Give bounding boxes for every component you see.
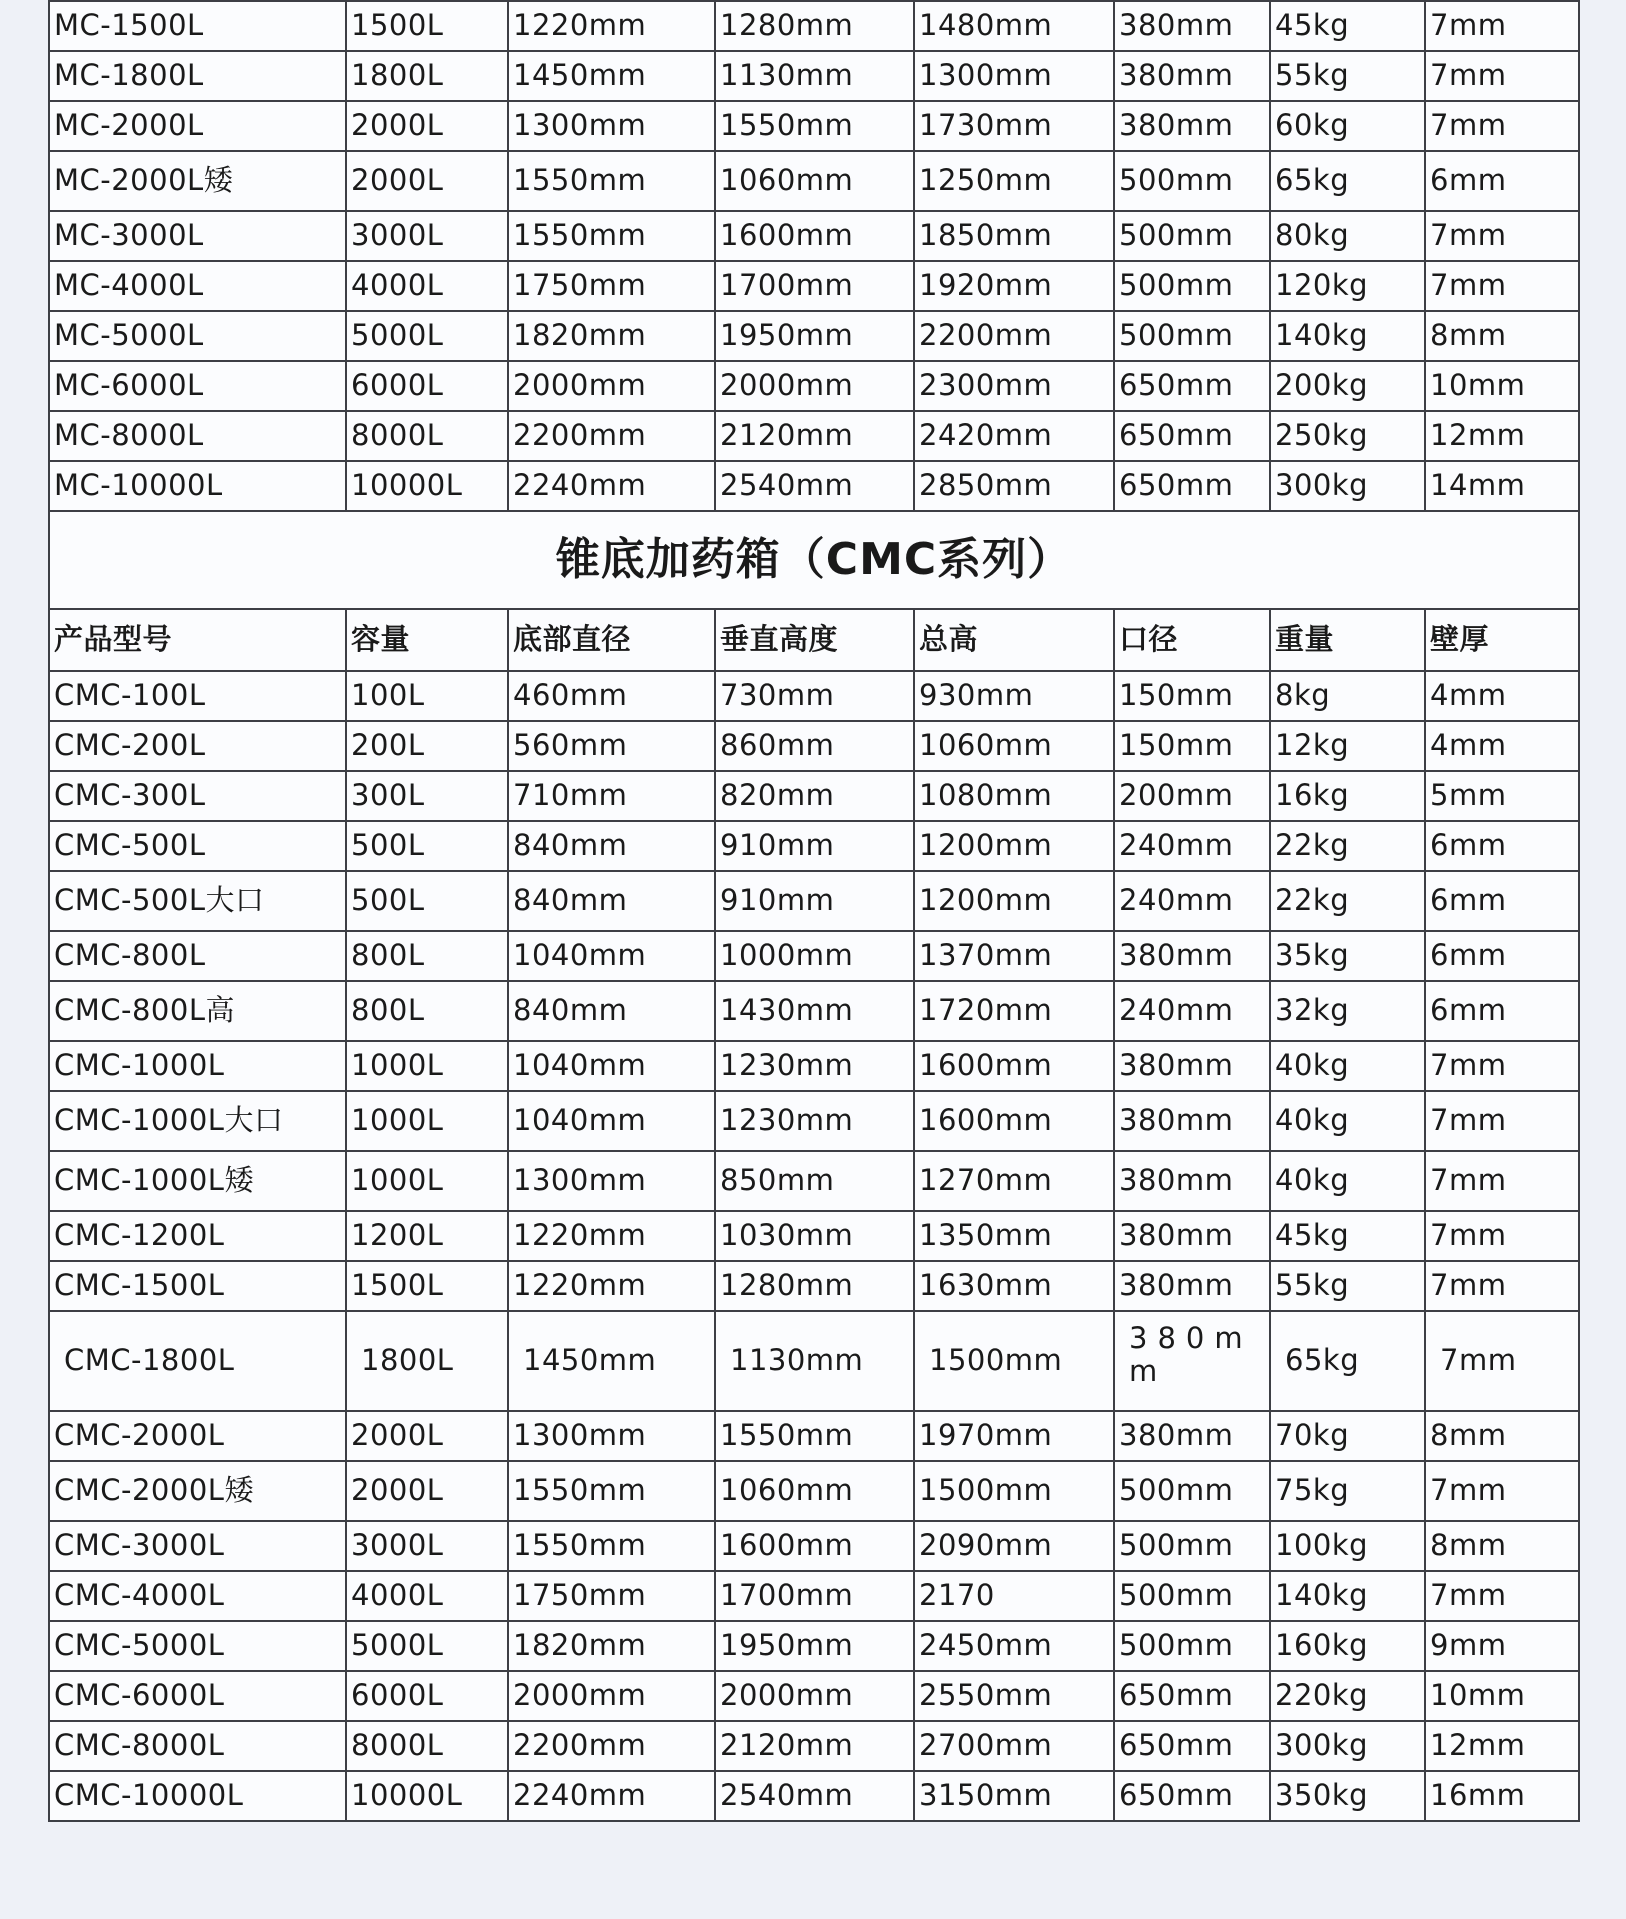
table-row bbox=[49, 1671, 1579, 1721]
cell-total-height: 2850mm bbox=[914, 461, 1114, 511]
cell-total-height: 1080mm bbox=[914, 771, 1114, 821]
cell-capacity: 2000L bbox=[346, 1411, 508, 1461]
cell-bottom-diameter: 1550mm bbox=[508, 1461, 715, 1521]
cell-capacity: 5000L bbox=[346, 311, 508, 361]
cell-total-height: 1350mm bbox=[914, 1211, 1114, 1261]
header-wall-thickness: 壁厚 bbox=[1425, 609, 1579, 671]
cell-model: CMC-1800L bbox=[49, 1311, 346, 1411]
header-weight: 重量 bbox=[1270, 609, 1425, 671]
cell-weight: 60kg bbox=[1270, 101, 1425, 151]
cell-model: CMC-500L bbox=[49, 821, 346, 871]
cmc-title-row bbox=[49, 511, 1579, 609]
cell-opening: 650mm bbox=[1114, 1721, 1270, 1771]
cell-total-height: 1500mm bbox=[914, 1461, 1114, 1521]
cell-wall-thickness: 6mm bbox=[1425, 981, 1579, 1041]
cell-weight: 32kg bbox=[1270, 981, 1425, 1041]
cell-opening: 380mm bbox=[1114, 1211, 1270, 1261]
cell-weight: 40kg bbox=[1270, 1151, 1425, 1211]
cell-total-height: 1720mm bbox=[914, 981, 1114, 1041]
cell-bottom-diameter: 2200mm bbox=[508, 411, 715, 461]
cell-model: CMC-4000L bbox=[49, 1571, 346, 1621]
cell-model: CMC-500L大口 bbox=[49, 871, 346, 931]
cell-weight: 140kg bbox=[1270, 311, 1425, 361]
cell-vertical-height: 1000mm bbox=[715, 931, 914, 981]
cell-wall-thickness: 6mm bbox=[1425, 931, 1579, 981]
cell-weight: 55kg bbox=[1270, 1261, 1425, 1311]
cell-bottom-diameter: 1750mm bbox=[508, 261, 715, 311]
cell-model: MC-4000L bbox=[49, 261, 346, 311]
cell-bottom-diameter: 460mm bbox=[508, 671, 715, 721]
cell-wall-thickness: 7mm bbox=[1425, 261, 1579, 311]
mc-table-body bbox=[49, 1, 1579, 511]
cell-total-height: 1630mm bbox=[914, 1261, 1114, 1311]
cell-total-height: 930mm bbox=[914, 671, 1114, 721]
cell-bottom-diameter: 1820mm bbox=[508, 311, 715, 361]
cell-vertical-height: 860mm bbox=[715, 721, 914, 771]
cell-weight: 16kg bbox=[1270, 771, 1425, 821]
cell-vertical-height: 730mm bbox=[715, 671, 914, 721]
cell-bottom-diameter: 1220mm bbox=[508, 1261, 715, 1311]
cell-capacity: 8000L bbox=[346, 411, 508, 461]
cmc-header-row bbox=[49, 609, 1579, 671]
table-row bbox=[49, 721, 1579, 771]
cell-total-height: 2090mm bbox=[914, 1521, 1114, 1571]
cell-total-height: 2170 bbox=[914, 1571, 1114, 1621]
cell-weight: 12kg bbox=[1270, 721, 1425, 771]
cell-opening: 650mm bbox=[1114, 411, 1270, 461]
table-row bbox=[49, 211, 1579, 261]
cell-weight: 100kg bbox=[1270, 1521, 1425, 1571]
table-row bbox=[49, 1411, 1579, 1461]
cell-vertical-height: 820mm bbox=[715, 771, 914, 821]
cell-bottom-diameter: 1220mm bbox=[508, 1, 715, 51]
cell-total-height: 1200mm bbox=[914, 871, 1114, 931]
cell-capacity: 500L bbox=[346, 871, 508, 931]
header-total-height: 总高 bbox=[914, 609, 1114, 671]
cell-vertical-height: 910mm bbox=[715, 871, 914, 931]
cell-wall-thickness: 16mm bbox=[1425, 1771, 1579, 1821]
cell-opening: 380mm bbox=[1114, 1, 1270, 51]
cell-vertical-height: 1230mm bbox=[715, 1041, 914, 1091]
cell-opening: 150mm bbox=[1114, 721, 1270, 771]
cell-opening: 380mm bbox=[1114, 1151, 1270, 1211]
cell-capacity: 6000L bbox=[346, 1671, 508, 1721]
cell-opening: 650mm bbox=[1114, 361, 1270, 411]
cell-total-height: 2700mm bbox=[914, 1721, 1114, 1771]
cell-bottom-diameter: 2000mm bbox=[508, 361, 715, 411]
cell-opening: 200mm bbox=[1114, 771, 1270, 821]
cell-opening: 500mm bbox=[1114, 311, 1270, 361]
cell-total-height: 2550mm bbox=[914, 1671, 1114, 1721]
cell-weight: 300kg bbox=[1270, 461, 1425, 511]
cell-bottom-diameter: 2240mm bbox=[508, 1771, 715, 1821]
cell-vertical-height: 910mm bbox=[715, 821, 914, 871]
cell-model: MC-3000L bbox=[49, 211, 346, 261]
cell-model: MC-2000L矮 bbox=[49, 151, 346, 211]
cell-total-height: 1920mm bbox=[914, 261, 1114, 311]
spec-sheet bbox=[48, 0, 1578, 1822]
cell-capacity: 3000L bbox=[346, 1521, 508, 1571]
cell-capacity: 1500L bbox=[346, 1, 508, 51]
table-row bbox=[49, 151, 1579, 211]
cell-bottom-diameter: 1550mm bbox=[508, 1521, 715, 1571]
cell-bottom-diameter: 560mm bbox=[508, 721, 715, 771]
cell-wall-thickness: 10mm bbox=[1425, 1671, 1579, 1721]
table-row bbox=[49, 461, 1579, 511]
cell-bottom-diameter: 1450mm bbox=[508, 51, 715, 101]
cell-capacity: 1200L bbox=[346, 1211, 508, 1261]
cell-total-height: 1850mm bbox=[914, 211, 1114, 261]
cell-opening: 240mm bbox=[1114, 981, 1270, 1041]
cell-vertical-height: 1950mm bbox=[715, 311, 914, 361]
cell-weight: 22kg bbox=[1270, 821, 1425, 871]
cell-bottom-diameter: 1300mm bbox=[508, 1411, 715, 1461]
cell-total-height: 3150mm bbox=[914, 1771, 1114, 1821]
cell-bottom-diameter: 1300mm bbox=[508, 101, 715, 151]
cell-wall-thickness: 7mm bbox=[1425, 1091, 1579, 1151]
cell-model: CMC-800L bbox=[49, 931, 346, 981]
table-row bbox=[49, 1461, 1579, 1521]
cell-wall-thickness: 6mm bbox=[1425, 151, 1579, 211]
cell-total-height: 1250mm bbox=[914, 151, 1114, 211]
cell-vertical-height: 1550mm bbox=[715, 101, 914, 151]
cell-wall-thickness: 8mm bbox=[1425, 1521, 1579, 1571]
cell-opening: 500mm bbox=[1114, 1571, 1270, 1621]
table-row bbox=[49, 821, 1579, 871]
cell-bottom-diameter: 1820mm bbox=[508, 1621, 715, 1671]
cell-opening: 380mm bbox=[1114, 1311, 1270, 1411]
cell-vertical-height: 1060mm bbox=[715, 1461, 914, 1521]
cell-bottom-diameter: 1040mm bbox=[508, 1091, 715, 1151]
cell-model: CMC-1500L bbox=[49, 1261, 346, 1311]
cell-weight: 350kg bbox=[1270, 1771, 1425, 1821]
cell-weight: 300kg bbox=[1270, 1721, 1425, 1771]
cell-capacity: 100L bbox=[346, 671, 508, 721]
cell-opening: 380mm bbox=[1114, 1041, 1270, 1091]
header-vertical-height: 垂直高度 bbox=[715, 609, 914, 671]
cell-vertical-height: 2540mm bbox=[715, 1771, 914, 1821]
cell-capacity: 10000L bbox=[346, 1771, 508, 1821]
cell-weight: 45kg bbox=[1270, 1211, 1425, 1261]
cell-weight: 220kg bbox=[1270, 1671, 1425, 1721]
cell-opening: 380mm bbox=[1114, 931, 1270, 981]
cell-wall-thickness: 7mm bbox=[1425, 1151, 1579, 1211]
cell-total-height: 1200mm bbox=[914, 821, 1114, 871]
cell-capacity: 2000L bbox=[346, 1461, 508, 1521]
cell-weight: 200kg bbox=[1270, 361, 1425, 411]
cell-opening: 380mm bbox=[1114, 101, 1270, 151]
cell-capacity: 6000L bbox=[346, 361, 508, 411]
table-row bbox=[49, 1091, 1579, 1151]
cell-model: MC-1800L bbox=[49, 51, 346, 101]
cell-total-height: 2200mm bbox=[914, 311, 1114, 361]
cell-opening: 650mm bbox=[1114, 1771, 1270, 1821]
cell-total-height: 2450mm bbox=[914, 1621, 1114, 1671]
cell-bottom-diameter: 1220mm bbox=[508, 1211, 715, 1261]
cell-weight: 40kg bbox=[1270, 1091, 1425, 1151]
header-opening: 口径 bbox=[1114, 609, 1270, 671]
cell-total-height: 2300mm bbox=[914, 361, 1114, 411]
cell-wall-thickness: 7mm bbox=[1425, 211, 1579, 261]
cell-wall-thickness: 9mm bbox=[1425, 1621, 1579, 1671]
cell-model: CMC-8000L bbox=[49, 1721, 346, 1771]
cell-wall-thickness: 7mm bbox=[1425, 1261, 1579, 1311]
cell-bottom-diameter: 2000mm bbox=[508, 1671, 715, 1721]
cell-model: CMC-800L高 bbox=[49, 981, 346, 1041]
table-row bbox=[49, 1571, 1579, 1621]
cell-weight: 8kg bbox=[1270, 671, 1425, 721]
cell-weight: 40kg bbox=[1270, 1041, 1425, 1091]
cell-capacity: 300L bbox=[346, 771, 508, 821]
table-row bbox=[49, 1211, 1579, 1261]
cell-wall-thickness: 7mm bbox=[1425, 1, 1579, 51]
cell-opening: 150mm bbox=[1114, 671, 1270, 721]
page-background bbox=[0, 1830, 1626, 1919]
cell-vertical-height: 1030mm bbox=[715, 1211, 914, 1261]
cell-capacity: 8000L bbox=[346, 1721, 508, 1771]
header-model: 产品型号 bbox=[49, 609, 346, 671]
cell-bottom-diameter: 1750mm bbox=[508, 1571, 715, 1621]
table-row bbox=[49, 671, 1579, 721]
cell-weight: 120kg bbox=[1270, 261, 1425, 311]
cell-vertical-height: 2000mm bbox=[715, 1671, 914, 1721]
cell-vertical-height: 2000mm bbox=[715, 361, 914, 411]
cell-bottom-diameter: 1550mm bbox=[508, 151, 715, 211]
cell-wall-thickness: 8mm bbox=[1425, 311, 1579, 361]
cell-wall-thickness: 7mm bbox=[1425, 51, 1579, 101]
table-row bbox=[49, 261, 1579, 311]
cell-opening: 500mm bbox=[1114, 211, 1270, 261]
cell-wall-thickness: 12mm bbox=[1425, 1721, 1579, 1771]
cell-wall-thickness: 7mm bbox=[1425, 101, 1579, 151]
cell-opening: 380mm bbox=[1114, 51, 1270, 101]
cell-bottom-diameter: 1300mm bbox=[508, 1151, 715, 1211]
cell-vertical-height: 2120mm bbox=[715, 1721, 914, 1771]
cell-total-height: 1060mm bbox=[914, 721, 1114, 771]
cell-weight: 75kg bbox=[1270, 1461, 1425, 1521]
cell-wall-thickness: 7mm bbox=[1425, 1571, 1579, 1621]
cell-opening: 650mm bbox=[1114, 461, 1270, 511]
cell-bottom-diameter: 1550mm bbox=[508, 211, 715, 261]
cell-wall-thickness: 10mm bbox=[1425, 361, 1579, 411]
cell-total-height: 1600mm bbox=[914, 1041, 1114, 1091]
cell-total-height: 1370mm bbox=[914, 931, 1114, 981]
cell-capacity: 2000L bbox=[346, 151, 508, 211]
table-row bbox=[49, 51, 1579, 101]
table-row bbox=[49, 871, 1579, 931]
cell-bottom-diameter: 710mm bbox=[508, 771, 715, 821]
cell-capacity: 4000L bbox=[346, 261, 508, 311]
cell-bottom-diameter: 1040mm bbox=[508, 931, 715, 981]
table-row bbox=[49, 101, 1579, 151]
cell-capacity: 1800L bbox=[346, 1311, 508, 1411]
cell-model: CMC-300L bbox=[49, 771, 346, 821]
cell-opening: 650mm bbox=[1114, 1671, 1270, 1721]
cell-model: CMC-1000L bbox=[49, 1041, 346, 1091]
cell-model: CMC-10000L bbox=[49, 1771, 346, 1821]
cell-total-height: 1300mm bbox=[914, 51, 1114, 101]
cell-model: MC-2000L bbox=[49, 101, 346, 151]
cell-capacity: 1000L bbox=[346, 1151, 508, 1211]
cell-capacity: 800L bbox=[346, 981, 508, 1041]
cell-model: CMC-6000L bbox=[49, 1671, 346, 1721]
cell-vertical-height: 1550mm bbox=[715, 1411, 914, 1461]
table-row bbox=[49, 1261, 1579, 1311]
cell-capacity: 1500L bbox=[346, 1261, 508, 1311]
cell-bottom-diameter: 2200mm bbox=[508, 1721, 715, 1771]
cell-opening: 500mm bbox=[1114, 1461, 1270, 1521]
cmc-table-body bbox=[49, 671, 1579, 1821]
table-row bbox=[49, 1621, 1579, 1671]
table-row bbox=[49, 361, 1579, 411]
header-bottom-diameter: 底部直径 bbox=[508, 609, 715, 671]
cell-weight: 70kg bbox=[1270, 1411, 1425, 1461]
cell-opening: 500mm bbox=[1114, 1621, 1270, 1671]
cell-model: CMC-3000L bbox=[49, 1521, 346, 1571]
cell-vertical-height: 1130mm bbox=[715, 1311, 914, 1411]
cell-capacity: 1800L bbox=[346, 51, 508, 101]
cell-vertical-height: 1130mm bbox=[715, 51, 914, 101]
cell-model: MC-5000L bbox=[49, 311, 346, 361]
cell-vertical-height: 850mm bbox=[715, 1151, 914, 1211]
cell-vertical-height: 1600mm bbox=[715, 1521, 914, 1571]
spec-table bbox=[48, 0, 1580, 1822]
cell-total-height: 1600mm bbox=[914, 1091, 1114, 1151]
cell-weight: 45kg bbox=[1270, 1, 1425, 51]
cell-vertical-height: 1430mm bbox=[715, 981, 914, 1041]
cell-wall-thickness: 4mm bbox=[1425, 721, 1579, 771]
cell-weight: 160kg bbox=[1270, 1621, 1425, 1671]
cell-opening: 380mm bbox=[1114, 1261, 1270, 1311]
cell-vertical-height: 1600mm bbox=[715, 211, 914, 261]
cell-opening: 380mm bbox=[1114, 1091, 1270, 1151]
cell-wall-thickness: 6mm bbox=[1425, 871, 1579, 931]
table-row bbox=[49, 411, 1579, 461]
cell-total-height: 1270mm bbox=[914, 1151, 1114, 1211]
cell-model: CMC-1000L矮 bbox=[49, 1151, 346, 1211]
cell-opening: 240mm bbox=[1114, 821, 1270, 871]
cell-vertical-height: 1230mm bbox=[715, 1091, 914, 1151]
table-row bbox=[49, 931, 1579, 981]
cell-model: CMC-1000L大口 bbox=[49, 1091, 346, 1151]
cell-wall-thickness: 7mm bbox=[1425, 1311, 1579, 1411]
cell-vertical-height: 1280mm bbox=[715, 1261, 914, 1311]
cell-bottom-diameter: 1450mm bbox=[508, 1311, 715, 1411]
cmc-table-title: 锥底加药箱（CMC系列） bbox=[49, 511, 1579, 609]
cell-wall-thickness: 12mm bbox=[1425, 411, 1579, 461]
cell-opening: 500mm bbox=[1114, 151, 1270, 211]
cell-opening: 380mm bbox=[1114, 1411, 1270, 1461]
cell-wall-thickness: 5mm bbox=[1425, 771, 1579, 821]
cell-vertical-height: 1700mm bbox=[715, 261, 914, 311]
cell-vertical-height: 1060mm bbox=[715, 151, 914, 211]
cell-capacity: 1000L bbox=[346, 1041, 508, 1091]
cell-vertical-height: 2540mm bbox=[715, 461, 914, 511]
table-row bbox=[49, 1771, 1579, 1821]
table-row bbox=[49, 1311, 1579, 1411]
cell-model: CMC-2000L矮 bbox=[49, 1461, 346, 1521]
cell-model: MC-1500L bbox=[49, 1, 346, 51]
cell-weight: 55kg bbox=[1270, 51, 1425, 101]
cell-capacity: 4000L bbox=[346, 1571, 508, 1621]
cell-wall-thickness: 7mm bbox=[1425, 1211, 1579, 1261]
table-row bbox=[49, 311, 1579, 361]
cell-model: MC-6000L bbox=[49, 361, 346, 411]
cell-bottom-diameter: 1040mm bbox=[508, 1041, 715, 1091]
cell-total-height: 1500mm bbox=[914, 1311, 1114, 1411]
cell-weight: 250kg bbox=[1270, 411, 1425, 461]
cell-total-height: 1480mm bbox=[914, 1, 1114, 51]
cell-bottom-diameter: 840mm bbox=[508, 871, 715, 931]
table-row bbox=[49, 1721, 1579, 1771]
cell-model: CMC-1200L bbox=[49, 1211, 346, 1261]
table-row bbox=[49, 1, 1579, 51]
cell-model: MC-10000L bbox=[49, 461, 346, 511]
cell-wall-thickness: 6mm bbox=[1425, 821, 1579, 871]
cell-capacity: 500L bbox=[346, 821, 508, 871]
cell-capacity: 1000L bbox=[346, 1091, 508, 1151]
cell-model: CMC-200L bbox=[49, 721, 346, 771]
cell-vertical-height: 1280mm bbox=[715, 1, 914, 51]
cmc-table-head bbox=[49, 511, 1579, 671]
cell-model: CMC-2000L bbox=[49, 1411, 346, 1461]
cell-wall-thickness: 4mm bbox=[1425, 671, 1579, 721]
cell-total-height: 2420mm bbox=[914, 411, 1114, 461]
cell-weight: 65kg bbox=[1270, 1311, 1425, 1411]
cell-bottom-diameter: 840mm bbox=[508, 981, 715, 1041]
cell-weight: 35kg bbox=[1270, 931, 1425, 981]
cell-opening: 500mm bbox=[1114, 1521, 1270, 1571]
cell-total-height: 1730mm bbox=[914, 101, 1114, 151]
cell-vertical-height: 1950mm bbox=[715, 1621, 914, 1671]
cell-wall-thickness: 14mm bbox=[1425, 461, 1579, 511]
cell-total-height: 1970mm bbox=[914, 1411, 1114, 1461]
table-row bbox=[49, 1151, 1579, 1211]
cell-vertical-height: 2120mm bbox=[715, 411, 914, 461]
table-row bbox=[49, 981, 1579, 1041]
cell-capacity: 3000L bbox=[346, 211, 508, 261]
cell-weight: 22kg bbox=[1270, 871, 1425, 931]
cell-opening: 500mm bbox=[1114, 261, 1270, 311]
table-row bbox=[49, 771, 1579, 821]
cell-capacity: 2000L bbox=[346, 101, 508, 151]
cell-capacity: 5000L bbox=[346, 1621, 508, 1671]
cell-capacity: 800L bbox=[346, 931, 508, 981]
cell-wall-thickness: 7mm bbox=[1425, 1041, 1579, 1091]
cell-model: CMC-100L bbox=[49, 671, 346, 721]
cell-wall-thickness: 7mm bbox=[1425, 1461, 1579, 1521]
cell-opening: 240mm bbox=[1114, 871, 1270, 931]
cell-capacity: 10000L bbox=[346, 461, 508, 511]
table-row bbox=[49, 1041, 1579, 1091]
cell-weight: 65kg bbox=[1270, 151, 1425, 211]
cell-bottom-diameter: 840mm bbox=[508, 821, 715, 871]
table-row bbox=[49, 1521, 1579, 1571]
cell-model: CMC-5000L bbox=[49, 1621, 346, 1671]
header-capacity: 容量 bbox=[346, 609, 508, 671]
cell-capacity: 200L bbox=[346, 721, 508, 771]
cell-vertical-height: 1700mm bbox=[715, 1571, 914, 1621]
cell-wall-thickness: 8mm bbox=[1425, 1411, 1579, 1461]
cell-model: MC-8000L bbox=[49, 411, 346, 461]
cell-bottom-diameter: 2240mm bbox=[508, 461, 715, 511]
cell-weight: 140kg bbox=[1270, 1571, 1425, 1621]
cell-weight: 80kg bbox=[1270, 211, 1425, 261]
